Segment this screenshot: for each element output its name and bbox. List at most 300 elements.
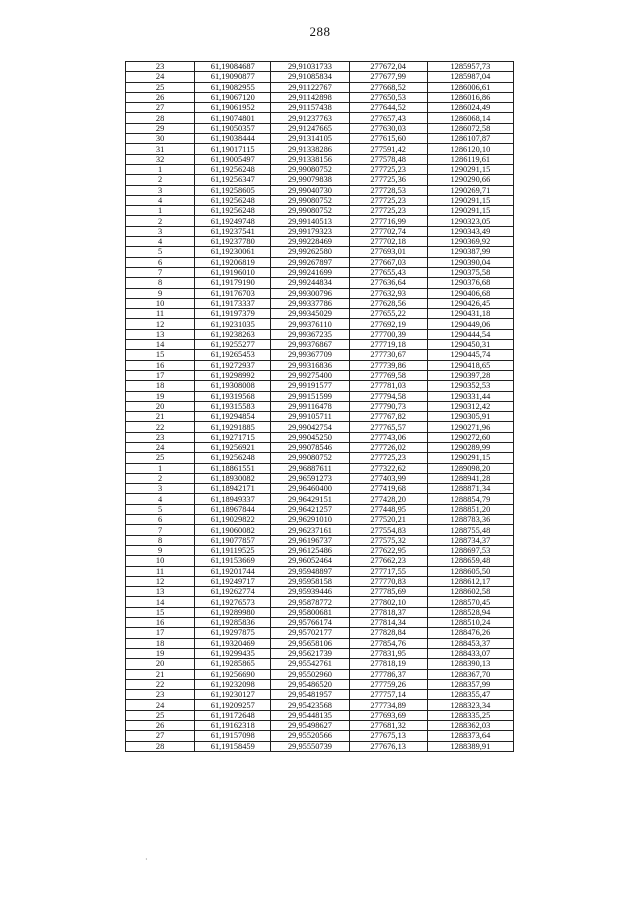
latitude-cell: 61,19256347 [195, 175, 271, 185]
latitude-cell: 61,19294854 [195, 412, 271, 422]
point-number-cell: 1 [126, 206, 195, 216]
point-number-cell: 21 [126, 412, 195, 422]
table-row [126, 288, 514, 298]
x-coordinate-cell: 277770,83 [349, 576, 427, 586]
longitude-cell: 29,95800681 [271, 607, 349, 617]
point-number-cell: 8 [126, 535, 195, 545]
longitude-cell: 29,91142898 [271, 92, 349, 102]
latitude-cell: 61,19206819 [195, 257, 271, 267]
longitude-cell: 29,95948897 [271, 566, 349, 576]
longitude-cell: 29,95542761 [271, 659, 349, 669]
y-coordinate-cell: 1290290,66 [427, 175, 513, 185]
point-number-cell: 2 [126, 175, 195, 185]
table-row [126, 422, 514, 432]
x-coordinate-cell: 277854,76 [349, 638, 427, 648]
x-coordinate-cell: 277769,58 [349, 370, 427, 380]
table-row [126, 216, 514, 226]
point-number-cell: 2 [126, 473, 195, 483]
x-coordinate-cell: 277681,32 [349, 721, 427, 731]
longitude-cell: 29,99300796 [271, 288, 349, 298]
longitude-cell: 29,96125486 [271, 545, 349, 555]
x-coordinate-cell: 277632,93 [349, 288, 427, 298]
y-coordinate-cell: 1288355,47 [427, 690, 513, 700]
longitude-cell: 29,99376867 [271, 340, 349, 350]
y-coordinate-cell: 1285987,04 [427, 72, 513, 82]
y-coordinate-cell: 1290369,92 [427, 237, 513, 247]
longitude-cell: 29,95498627 [271, 721, 349, 731]
y-coordinate-cell: 1290291,15 [427, 453, 513, 463]
latitude-cell: 61,19173337 [195, 298, 271, 308]
x-coordinate-cell: 277702,74 [349, 226, 427, 236]
latitude-cell: 61,19090877 [195, 72, 271, 82]
table-row [126, 92, 514, 102]
x-coordinate-cell: 277831,95 [349, 648, 427, 658]
table-row [126, 494, 514, 504]
longitude-cell: 29,95878772 [271, 597, 349, 607]
point-number-cell: 16 [126, 618, 195, 628]
y-coordinate-cell: 1290352,53 [427, 381, 513, 391]
latitude-cell: 61,19067120 [195, 92, 271, 102]
point-number-cell: 17 [126, 370, 195, 380]
y-coordinate-cell: 1290450,31 [427, 340, 513, 350]
table-row [126, 257, 514, 267]
latitude-cell: 61,19157098 [195, 731, 271, 741]
longitude-cell: 29,99337786 [271, 298, 349, 308]
longitude-cell: 29,96591273 [271, 473, 349, 483]
latitude-cell: 61,19291885 [195, 422, 271, 432]
table-row [126, 535, 514, 545]
x-coordinate-cell: 277591,42 [349, 144, 427, 154]
table-row [126, 525, 514, 535]
longitude-cell: 29,91338286 [271, 144, 349, 154]
latitude-cell: 61,19119525 [195, 545, 271, 555]
table-row [126, 391, 514, 401]
x-coordinate-cell: 277726,02 [349, 442, 427, 452]
x-coordinate-cell: 277667,03 [349, 257, 427, 267]
y-coordinate-cell: 1290291,15 [427, 164, 513, 174]
longitude-cell: 29,99244834 [271, 278, 349, 288]
latitude-cell: 61,19238263 [195, 329, 271, 339]
point-number-cell: 4 [126, 195, 195, 205]
point-number-cell: 25 [126, 710, 195, 720]
point-number-cell: 3 [126, 484, 195, 494]
point-number-cell: 22 [126, 679, 195, 689]
point-number-cell: 30 [126, 134, 195, 144]
table-row [126, 226, 514, 236]
table-row [126, 401, 514, 411]
x-coordinate-cell: 277725,23 [349, 453, 427, 463]
table-row [126, 597, 514, 607]
x-coordinate-cell: 277828,84 [349, 628, 427, 638]
x-coordinate-cell: 277419,68 [349, 484, 427, 494]
latitude-cell: 61,19256248 [195, 195, 271, 205]
x-coordinate-cell: 277716,99 [349, 216, 427, 226]
latitude-cell: 61,19196010 [195, 267, 271, 277]
point-number-cell: 21 [126, 669, 195, 679]
latitude-cell: 61,19050357 [195, 123, 271, 133]
latitude-cell: 61,19256921 [195, 442, 271, 452]
table-row [126, 587, 514, 597]
y-coordinate-cell: 1290449,06 [427, 319, 513, 329]
point-number-cell: 8 [126, 278, 195, 288]
latitude-cell: 61,19172648 [195, 710, 271, 720]
x-coordinate-cell: 277739,86 [349, 360, 427, 370]
table-row [126, 144, 514, 154]
table-row [126, 432, 514, 442]
y-coordinate-cell: 1288373,64 [427, 731, 513, 741]
longitude-cell: 29,99275400 [271, 370, 349, 380]
y-coordinate-cell: 1290343,49 [427, 226, 513, 236]
point-number-cell: 31 [126, 144, 195, 154]
table-row [126, 566, 514, 576]
latitude-cell: 61,19256248 [195, 453, 271, 463]
y-coordinate-cell: 1288367,70 [427, 669, 513, 679]
point-number-cell: 11 [126, 566, 195, 576]
point-number-cell: 5 [126, 247, 195, 257]
y-coordinate-cell: 1290431,18 [427, 309, 513, 319]
longitude-cell: 29,95766174 [271, 618, 349, 628]
x-coordinate-cell: 277655,43 [349, 267, 427, 277]
point-number-cell: 14 [126, 597, 195, 607]
y-coordinate-cell: 1288659,48 [427, 556, 513, 566]
x-coordinate-cell: 277786,37 [349, 669, 427, 679]
longitude-cell: 29,99045250 [271, 432, 349, 442]
x-coordinate-cell: 277636,64 [349, 278, 427, 288]
longitude-cell: 29,99080752 [271, 195, 349, 205]
point-number-cell: 3 [126, 226, 195, 236]
y-coordinate-cell: 1286068,14 [427, 113, 513, 123]
page-number: 288 [309, 24, 331, 39]
point-number-cell: 32 [126, 154, 195, 164]
longitude-cell: 29,95621739 [271, 648, 349, 658]
latitude-cell: 61,19249717 [195, 576, 271, 586]
table-row [126, 504, 514, 514]
table-row [126, 164, 514, 174]
x-coordinate-cell: 277781,03 [349, 381, 427, 391]
x-coordinate-cell: 277814,34 [349, 618, 427, 628]
y-coordinate-cell: 1288453,37 [427, 638, 513, 648]
point-number-cell: 20 [126, 659, 195, 669]
longitude-cell: 29,95550739 [271, 741, 349, 751]
x-coordinate-cell: 277785,69 [349, 587, 427, 597]
x-coordinate-cell: 277448,95 [349, 504, 427, 514]
table-row [126, 473, 514, 483]
y-coordinate-cell: 1290406,68 [427, 288, 513, 298]
longitude-cell: 29,99179323 [271, 226, 349, 236]
x-coordinate-cell: 277520,21 [349, 515, 427, 525]
table-row [126, 175, 514, 185]
point-number-cell: 6 [126, 257, 195, 267]
latitude-cell: 61,19029822 [195, 515, 271, 525]
y-coordinate-cell: 1288941,28 [427, 473, 513, 483]
table-row [126, 247, 514, 257]
table-row [126, 463, 514, 473]
point-number-cell: 12 [126, 576, 195, 586]
table-row [126, 453, 514, 463]
latitude-cell: 61,18949337 [195, 494, 271, 504]
x-coordinate-cell: 277794,58 [349, 391, 427, 401]
x-coordinate-cell: 277403,99 [349, 473, 427, 483]
y-coordinate-cell: 1290418,65 [427, 360, 513, 370]
latitude-cell: 61,19285836 [195, 618, 271, 628]
point-number-cell: 9 [126, 545, 195, 555]
y-coordinate-cell: 1290291,15 [427, 206, 513, 216]
table-row [126, 370, 514, 380]
longitude-cell: 29,99376110 [271, 319, 349, 329]
latitude-cell: 61,19297875 [195, 628, 271, 638]
table-row [126, 113, 514, 123]
point-number-cell: 25 [126, 82, 195, 92]
point-number-cell: 24 [126, 700, 195, 710]
latitude-cell: 61,19265453 [195, 350, 271, 360]
longitude-cell: 29,96429151 [271, 494, 349, 504]
longitude-cell: 29,99151599 [271, 391, 349, 401]
table-row [126, 442, 514, 452]
x-coordinate-cell: 277734,89 [349, 700, 427, 710]
x-coordinate-cell: 277693,69 [349, 710, 427, 720]
y-coordinate-cell: 1288389,91 [427, 741, 513, 751]
latitude-cell: 61,19230061 [195, 247, 271, 257]
point-number-cell: 26 [126, 92, 195, 102]
latitude-cell: 61,19258605 [195, 185, 271, 195]
longitude-cell: 29,95448135 [271, 710, 349, 720]
latitude-cell: 61,18942171 [195, 484, 271, 494]
longitude-cell: 29,95481957 [271, 690, 349, 700]
point-number-cell: 2 [126, 216, 195, 226]
y-coordinate-cell: 1286072,58 [427, 123, 513, 133]
point-number-cell: 5 [126, 504, 195, 514]
y-coordinate-cell: 1290390,04 [427, 257, 513, 267]
table-row [126, 62, 514, 72]
x-coordinate-cell: 277743,06 [349, 432, 427, 442]
y-coordinate-cell: 1288605,50 [427, 566, 513, 576]
longitude-cell: 29,91237763 [271, 113, 349, 123]
table-row [126, 309, 514, 319]
latitude-cell: 61,19201744 [195, 566, 271, 576]
longitude-cell: 29,99191577 [271, 381, 349, 391]
point-number-cell: 18 [126, 638, 195, 648]
x-coordinate-cell: 277790,73 [349, 401, 427, 411]
table-row [126, 659, 514, 669]
latitude-cell: 61,18930082 [195, 473, 271, 483]
x-coordinate-cell: 277622,95 [349, 545, 427, 555]
longitude-cell: 29,99116478 [271, 401, 349, 411]
latitude-cell: 61,19256248 [195, 164, 271, 174]
table-row [126, 710, 514, 720]
point-number-cell: 13 [126, 587, 195, 597]
scan-speck: · [145, 855, 148, 864]
latitude-cell: 61,19077857 [195, 535, 271, 545]
y-coordinate-cell: 1290426,45 [427, 298, 513, 308]
latitude-cell: 61,19074801 [195, 113, 271, 123]
longitude-cell: 29,99078546 [271, 442, 349, 452]
x-coordinate-cell: 277578,48 [349, 154, 427, 164]
table-row [126, 545, 514, 555]
x-coordinate-cell: 277657,43 [349, 113, 427, 123]
point-number-cell: 19 [126, 648, 195, 658]
longitude-cell: 29,99241699 [271, 267, 349, 277]
latitude-cell: 61,19262774 [195, 587, 271, 597]
y-coordinate-cell: 1288854,79 [427, 494, 513, 504]
table-row [126, 669, 514, 679]
x-coordinate-cell: 277730,67 [349, 350, 427, 360]
y-coordinate-cell: 1286120,10 [427, 144, 513, 154]
x-coordinate-cell: 277765,57 [349, 422, 427, 432]
y-coordinate-cell: 1286006,61 [427, 82, 513, 92]
x-coordinate-cell: 277767,82 [349, 412, 427, 422]
x-coordinate-cell: 277702,18 [349, 237, 427, 247]
longitude-cell: 29,99040730 [271, 185, 349, 195]
latitude-cell: 61,19237780 [195, 237, 271, 247]
point-number-cell: 18 [126, 381, 195, 391]
x-coordinate-cell: 277818,19 [349, 659, 427, 669]
latitude-cell: 61,19005497 [195, 154, 271, 164]
point-number-cell: 6 [126, 515, 195, 525]
table-row [126, 237, 514, 247]
table-row [126, 607, 514, 617]
y-coordinate-cell: 1288390,13 [427, 659, 513, 669]
longitude-cell: 29,99140513 [271, 216, 349, 226]
x-coordinate-cell: 277630,03 [349, 123, 427, 133]
longitude-cell: 29,99267897 [271, 257, 349, 267]
longitude-cell: 29,91247665 [271, 123, 349, 133]
latitude-cell: 61,18861551 [195, 463, 271, 473]
x-coordinate-cell: 277725,36 [349, 175, 427, 185]
y-coordinate-cell: 1288323,34 [427, 700, 513, 710]
table-row [126, 381, 514, 391]
y-coordinate-cell: 1288433,07 [427, 648, 513, 658]
longitude-cell: 29,99316836 [271, 360, 349, 370]
y-coordinate-cell: 1288362,03 [427, 721, 513, 731]
table-row [126, 360, 514, 370]
x-coordinate-cell: 277615,60 [349, 134, 427, 144]
latitude-cell: 61,19299435 [195, 648, 271, 658]
point-number-cell: 26 [126, 721, 195, 731]
table-row [126, 298, 514, 308]
point-number-cell: 11 [126, 309, 195, 319]
point-number-cell: 23 [126, 432, 195, 442]
x-coordinate-cell: 277725,23 [349, 195, 427, 205]
point-number-cell: 24 [126, 442, 195, 452]
x-coordinate-cell: 277650,53 [349, 92, 427, 102]
longitude-cell: 29,95958158 [271, 576, 349, 586]
longitude-cell: 29,99080752 [271, 164, 349, 174]
point-number-cell: 1 [126, 164, 195, 174]
table-row [126, 576, 514, 586]
latitude-cell: 61,18967844 [195, 504, 271, 514]
point-number-cell: 23 [126, 62, 195, 72]
x-coordinate-cell: 277725,23 [349, 164, 427, 174]
longitude-cell: 29,96421257 [271, 504, 349, 514]
longitude-cell: 29,99079838 [271, 175, 349, 185]
x-coordinate-cell: 277818,37 [349, 607, 427, 617]
x-coordinate-cell: 277700,39 [349, 329, 427, 339]
x-coordinate-cell: 277672,04 [349, 62, 427, 72]
longitude-cell: 29,95939446 [271, 587, 349, 597]
y-coordinate-cell: 1288755,48 [427, 525, 513, 535]
table-row [126, 648, 514, 658]
longitude-cell: 29,91157438 [271, 103, 349, 113]
latitude-cell: 61,19308008 [195, 381, 271, 391]
longitude-cell: 29,95502960 [271, 669, 349, 679]
longitude-cell: 29,99262580 [271, 247, 349, 257]
x-coordinate-cell: 277676,13 [349, 741, 427, 751]
latitude-cell: 61,19197379 [195, 309, 271, 319]
y-coordinate-cell: 1290376,68 [427, 278, 513, 288]
latitude-cell: 61,19255277 [195, 340, 271, 350]
x-coordinate-cell: 277693,01 [349, 247, 427, 257]
x-coordinate-cell: 277554,83 [349, 525, 427, 535]
longitude-cell: 29,99345029 [271, 309, 349, 319]
y-coordinate-cell: 1288510,24 [427, 618, 513, 628]
table-row [126, 350, 514, 360]
point-number-cell: 4 [126, 494, 195, 504]
latitude-cell: 61,19061952 [195, 103, 271, 113]
latitude-cell: 61,19082955 [195, 82, 271, 92]
latitude-cell: 61,19276573 [195, 597, 271, 607]
y-coordinate-cell: 1288612,17 [427, 576, 513, 586]
point-number-cell: 1 [126, 463, 195, 473]
latitude-cell: 61,19158459 [195, 741, 271, 751]
x-coordinate-cell: 277662,23 [349, 556, 427, 566]
longitude-cell: 29,99105711 [271, 412, 349, 422]
latitude-cell: 61,19084687 [195, 62, 271, 72]
y-coordinate-cell: 1290312,42 [427, 401, 513, 411]
table-row [126, 103, 514, 113]
table-row [126, 618, 514, 628]
longitude-cell: 29,91031733 [271, 62, 349, 72]
latitude-cell: 61,19237541 [195, 226, 271, 236]
point-number-cell: 27 [126, 731, 195, 741]
table-row [126, 484, 514, 494]
point-number-cell: 23 [126, 690, 195, 700]
coordinates-table-body [126, 62, 514, 752]
table-row [126, 690, 514, 700]
y-coordinate-cell: 1289098,20 [427, 463, 513, 473]
y-coordinate-cell: 1290272,60 [427, 432, 513, 442]
point-number-cell: 17 [126, 628, 195, 638]
table-row [126, 206, 514, 216]
latitude-cell: 61,19315583 [195, 401, 271, 411]
y-coordinate-cell: 1286119,61 [427, 154, 513, 164]
point-number-cell: 9 [126, 288, 195, 298]
point-number-cell: 20 [126, 401, 195, 411]
table-row [126, 278, 514, 288]
latitude-cell: 61,19298992 [195, 370, 271, 380]
longitude-cell: 29,96052464 [271, 556, 349, 566]
x-coordinate-cell: 277675,13 [349, 731, 427, 741]
y-coordinate-cell: 1290375,58 [427, 267, 513, 277]
point-number-cell: 16 [126, 360, 195, 370]
y-coordinate-cell: 1290291,15 [427, 195, 513, 205]
point-number-cell: 25 [126, 453, 195, 463]
latitude-cell: 61,19153669 [195, 556, 271, 566]
point-number-cell: 28 [126, 113, 195, 123]
table-row [126, 628, 514, 638]
y-coordinate-cell: 1288357,99 [427, 679, 513, 689]
y-coordinate-cell: 1290387,99 [427, 247, 513, 257]
x-coordinate-cell: 277428,20 [349, 494, 427, 504]
table-row [126, 638, 514, 648]
y-coordinate-cell: 1286016,86 [427, 92, 513, 102]
x-coordinate-cell: 277644,52 [349, 103, 427, 113]
table-row [126, 329, 514, 339]
y-coordinate-cell: 1290331,44 [427, 391, 513, 401]
y-coordinate-cell: 1288528,94 [427, 607, 513, 617]
y-coordinate-cell: 1288783,36 [427, 515, 513, 525]
x-coordinate-cell: 277575,32 [349, 535, 427, 545]
x-coordinate-cell: 277677,99 [349, 72, 427, 82]
